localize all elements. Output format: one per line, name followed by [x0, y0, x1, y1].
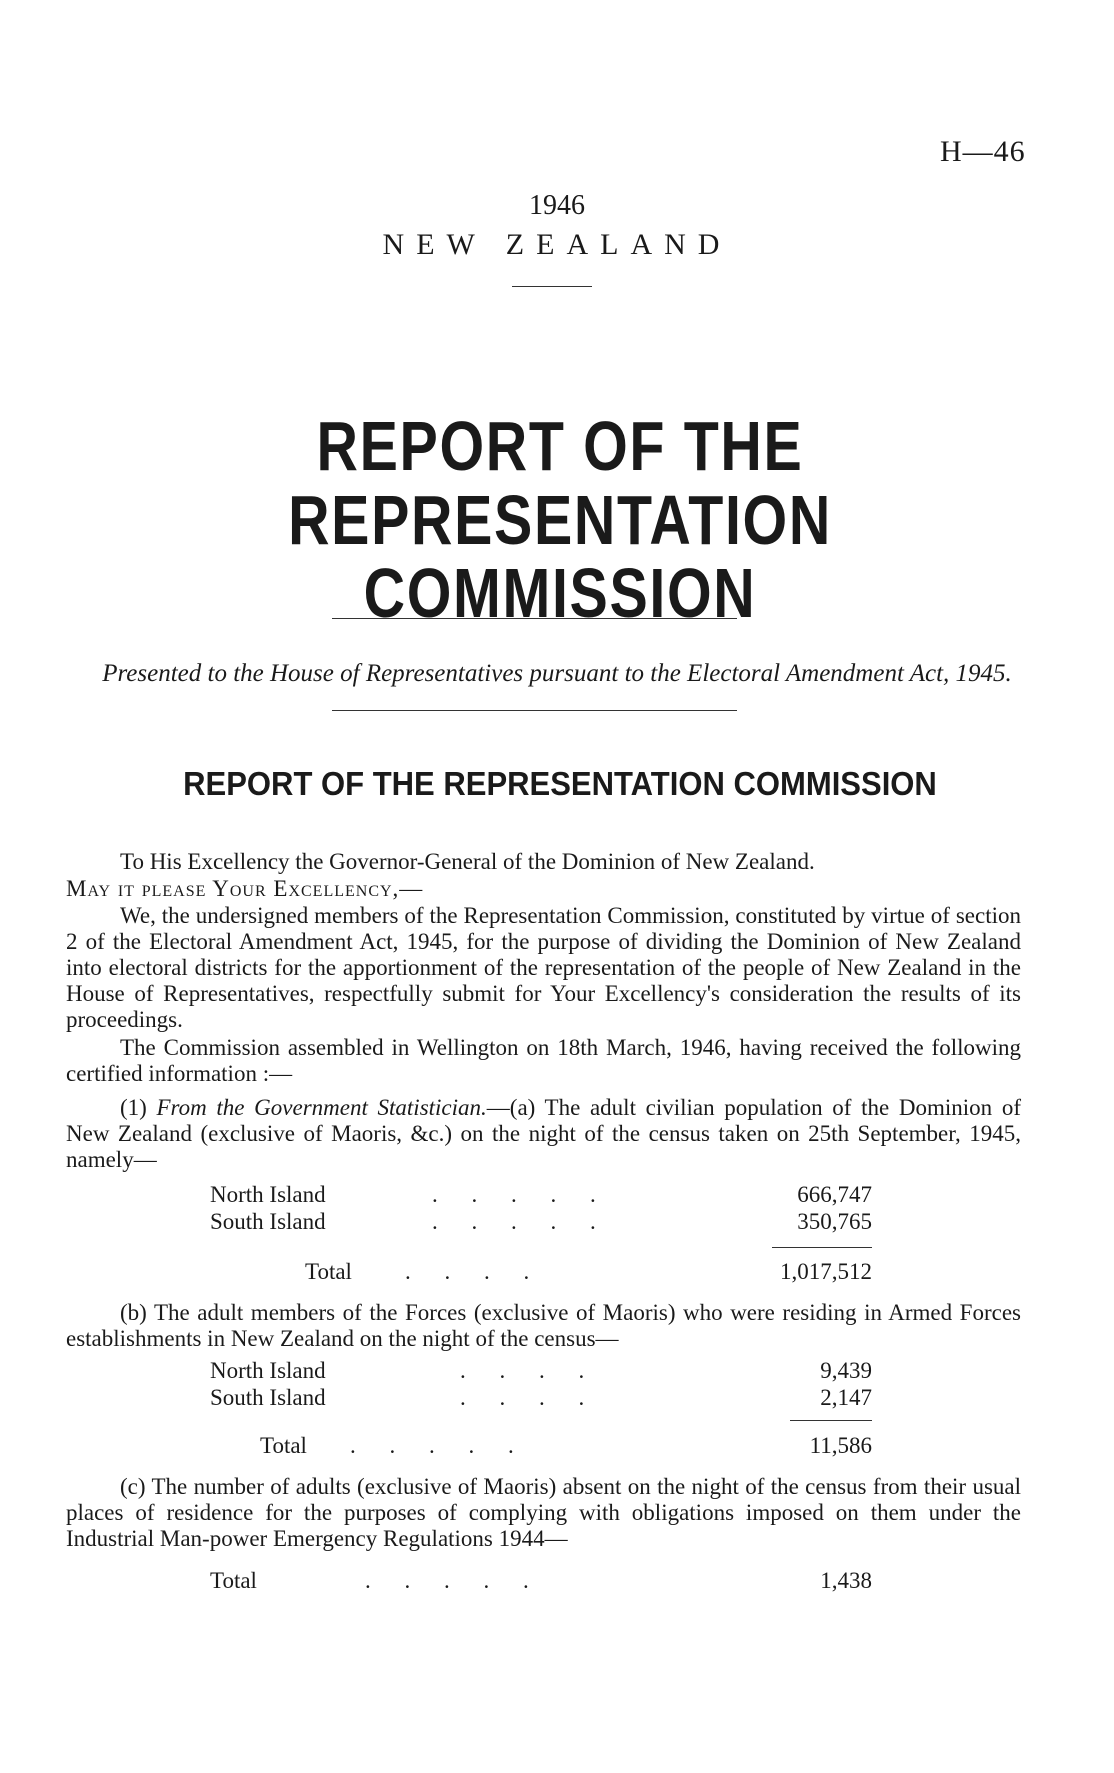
main-title-line2: COMMISSION: [363, 554, 757, 632]
item-c-text: (c) The number of adults (exclusive of Maoris) absent on the night of the census from their usual places of residence for the purposes of complying with obligations imposed on them under the Industrial Man-power Emergency Regulations 1944—: [66, 1474, 1021, 1551]
presented-top-rule: [332, 618, 737, 619]
item-b: [66, 1300, 1021, 1352]
year: 1946: [529, 190, 585, 221]
paragraph-1: [66, 903, 1021, 1033]
salutation: May it please Your Excellency,—: [66, 876, 424, 901]
item-1-label: (1): [120, 1095, 147, 1120]
paper-code: H—46: [940, 135, 1026, 168]
item-b-text: (b) The adult members of the Forces (exclusive of Maoris) who were residing in Armed Forces establishments in New Zealand on the night of the census—: [66, 1300, 1021, 1351]
leader-dots: . . . . .: [350, 1433, 528, 1458]
row-label: North Island: [210, 1358, 326, 1383]
total-value: 11,586: [809, 1433, 872, 1458]
row-value: 2,147: [820, 1385, 872, 1410]
total-label: Total: [260, 1433, 307, 1458]
presented-line: Presented to the House of Representatives pursuant to the Electoral Amendment Act, 1945.: [102, 660, 1012, 687]
leader-dots: . . . . .: [432, 1182, 610, 1207]
total-label: Total: [305, 1259, 352, 1284]
row-value: 350,765: [797, 1209, 872, 1234]
row-label: North Island: [210, 1182, 326, 1207]
leader-dots: . . . . .: [365, 1568, 543, 1593]
leader-dots: . . . . .: [432, 1209, 610, 1234]
item-1-heading: From the Government Statistician.: [156, 1095, 487, 1120]
item-1: [66, 1095, 1021, 1173]
item-1-text: —(a) The adult civilian population of the Dominion of New Zealand (exclusive of Maoris, &c.) on the night of the census taken on 25th September, 1945, namely—: [66, 1095, 1021, 1172]
paragraph-2: [66, 1035, 1021, 1087]
forces-row-south: [210, 1385, 872, 1413]
paragraph-2-text: The Commission assembled in Wellington on 18th March, 1946, having received the following certified information :—: [66, 1035, 1021, 1086]
paragraph-1-text: We, the undersigned members of the Representation Commission, constituted by virtue of section 2 of the Electoral Amendment Act, 1945, for the purpose of dividing the Dominion of New Zealand into electoral districts for the apportionment of the representation of the people of New Zealand in the House of Representatives, respectfully submit for Your Excellency's consideration the results of its proceedings.: [66, 903, 1021, 1032]
row-label: South Island: [210, 1209, 326, 1234]
forces-row-north: [210, 1358, 872, 1386]
country-name: NEW ZEALAND: [382, 228, 732, 261]
presented-bottom-rule: [332, 710, 737, 711]
row-value: 666,747: [797, 1182, 872, 1207]
address-line: To His Excellency the Governor-General of the Dominion of New Zealand.: [120, 849, 815, 874]
forces-sum-rule: [790, 1420, 872, 1421]
main-title-line1: REPORT OF THE REPRESENTATION: [288, 407, 832, 559]
forces-total-row: [260, 1433, 872, 1461]
header-divider: [512, 286, 592, 287]
civilian-row-south: [210, 1209, 872, 1237]
total-value: 1,017,512: [780, 1259, 872, 1284]
absent-total-row: [210, 1568, 872, 1596]
leader-dots: . . . .: [460, 1358, 599, 1383]
civilian-row-north: [210, 1182, 872, 1210]
item-c: [66, 1474, 1021, 1552]
total-value: 1,438: [820, 1568, 872, 1593]
civilian-sum-rule: [772, 1247, 872, 1248]
report-subtitle: REPORT OF THE REPRESENTATION COMMISSION: [183, 765, 937, 802]
row-label: South Island: [210, 1385, 326, 1410]
main-title: [150, 407, 970, 632]
leader-dots: . . . .: [405, 1259, 544, 1284]
leader-dots: . . . .: [460, 1385, 599, 1410]
civilian-total-row: [305, 1259, 872, 1287]
total-label: Total: [210, 1568, 257, 1593]
row-value: 9,439: [820, 1358, 872, 1383]
